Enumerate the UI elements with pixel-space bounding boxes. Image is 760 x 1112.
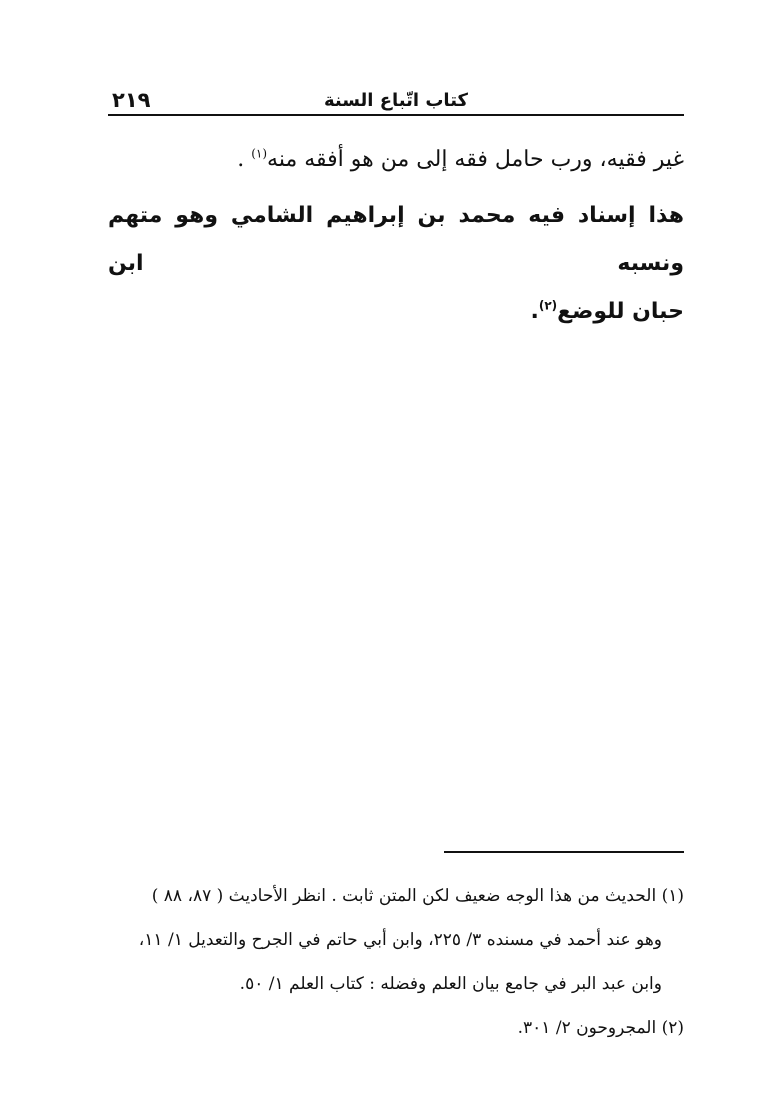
footnote-1-line-1: (١) الحديث من هذا الوجه ضعيف لكن المتن ثابت . انظر الأحاديث ( ٨٧، ٨٨ ) bbox=[151, 886, 684, 906]
running-title: كتاب اتّباع السنة bbox=[323, 90, 469, 111]
body-line-1 bbox=[108, 140, 684, 180]
commentary-line-2-end: . bbox=[530, 299, 539, 324]
commentary-line-1: هذا إسناد فيه محمد بن إبراهيم الشامي وهو متهم ونسبه ابن bbox=[108, 203, 684, 276]
page-number: ٢١٩ bbox=[112, 88, 151, 112]
commentary-paragraph bbox=[108, 192, 684, 336]
page-header bbox=[108, 88, 684, 116]
body-line-1-text: غير فقيه، ورب حامل فقه إلى من هو أفقه منه bbox=[267, 147, 684, 172]
footnote-ref-1: (١) bbox=[251, 146, 268, 161]
body-line-1-end: . bbox=[237, 147, 252, 172]
commentary-line-2: حبان للوضع bbox=[557, 299, 684, 324]
footnote-separator bbox=[444, 851, 684, 853]
footnote-1-line-2: وهو عند أحمد في مسنده ٣/ ٢٢٥، وابن أبي حاتم في الجرح والتعديل ١/ ١١، bbox=[138, 930, 662, 950]
footnote-ref-2: (٢) bbox=[538, 298, 558, 313]
footnote-1-line-3: وابن عبد البر في جامع بيان العلم وفضله : كتاب العلم ١/ ٥٠. bbox=[239, 974, 662, 994]
footnote-2-line-1: (٢) المجروحون ٢/ ٣٠١. bbox=[517, 1018, 684, 1038]
footnotes bbox=[108, 874, 684, 1050]
